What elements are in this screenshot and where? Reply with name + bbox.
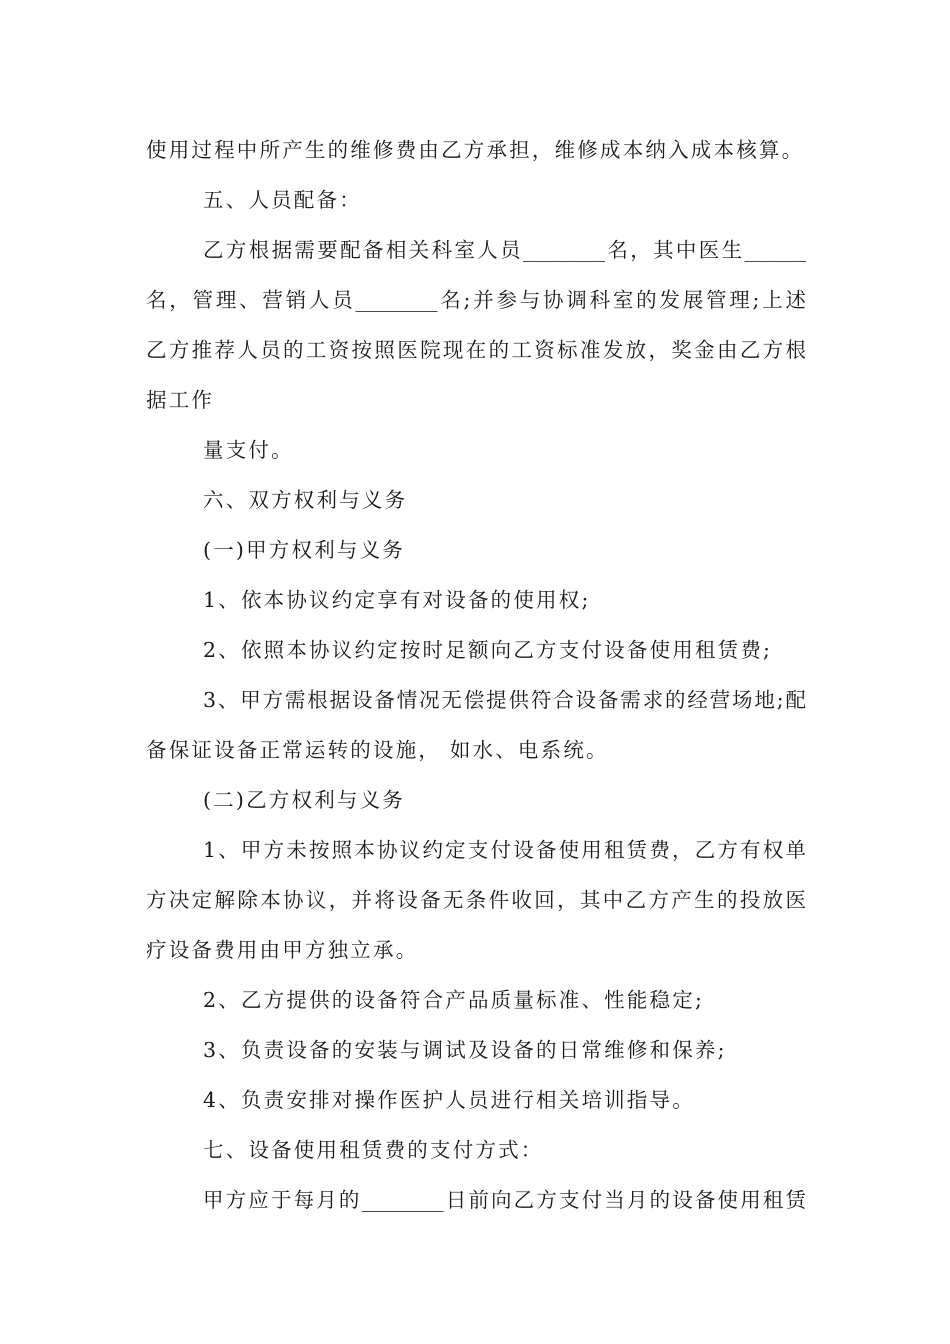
paragraph-line: 名，管理、营销人员________名;并参与协调科室的发展管理;上述 xyxy=(146,288,806,312)
paragraph-line: 甲方应于每月的________日前向乙方支付当月的设备使用租赁 xyxy=(203,1188,806,1212)
section-heading: 七、设备使用租赁费的支付方式： xyxy=(203,1138,544,1162)
paragraph-line: 据工作 xyxy=(146,388,215,412)
paragraph-line: 量支付。 xyxy=(203,438,294,462)
list-item: 1、甲方未按照本协议约定支付设备使用租赁费，乙方有权单 xyxy=(203,838,806,862)
list-item: 3、负责设备的安装与调试及设备的日常维修和保养; xyxy=(203,1038,727,1062)
list-item: 2、依照本协议约定按时足额向乙方支付设备使用租赁费; xyxy=(203,638,773,662)
section-heading: 五、人员配备： xyxy=(203,188,362,212)
list-item: 3、甲方需根据设备情况无偿提供符合设备需求的经营场地;配 xyxy=(203,688,806,712)
paragraph-line: 乙方根据需要配备相关科室人员________名，其中医生______ xyxy=(203,238,806,262)
subsection-heading: (一)甲方权利与义务 xyxy=(203,538,405,562)
paragraph-line: 使用过程中所产生的维修费由乙方承担，维修成本纳入成本核算。 xyxy=(146,138,805,162)
subsection-heading: (二)乙方权利与义务 xyxy=(203,788,405,812)
paragraph-line: 方决定解除本协议，并将设备无条件收回，其中乙方产生的投放医 xyxy=(146,888,806,912)
list-item: 2、乙方提供的设备符合产品质量标准、性能稳定; xyxy=(203,988,705,1012)
section-heading: 六、双方权利与义务 xyxy=(203,488,408,512)
list-item: 1、依本协议约定享有对设备的使用权; xyxy=(203,588,591,612)
list-item: 4、负责安排对操作医护人员进行相关培训指导。 xyxy=(203,1088,695,1112)
paragraph-line: 备保证设备正常运转的设施， 如水、电系统。 xyxy=(146,738,609,762)
paragraph-line: 乙方推荐人员的工资按照医院现在的工资标准发放，奖金由乙方根 xyxy=(146,338,806,362)
paragraph-line: 疗设备费用由甲方独立承。 xyxy=(146,938,419,962)
